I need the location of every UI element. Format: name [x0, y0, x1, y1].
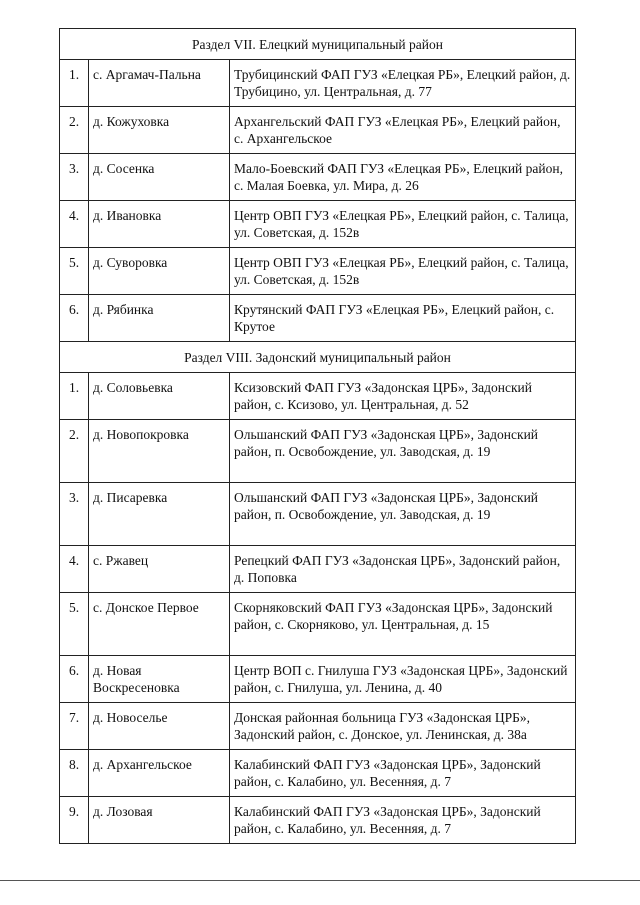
row-number: 2.	[60, 107, 89, 154]
settlement-cell: д. Ивановка	[89, 201, 230, 248]
table-row	[60, 483, 576, 546]
section-title: Раздел VII. Елецкий муниципальный район	[60, 29, 576, 60]
settlement-cell: с. Аргамач-Пальна	[89, 60, 230, 107]
section-header-row	[60, 29, 576, 60]
facility-cell: Центр ВОП с. Гнилуша ГУЗ «Задонская ЦРБ», Задонский район, с. Гнилуша, ул. Ленина, д. 40	[230, 656, 576, 703]
facility-cell: Донская районная больница ГУЗ «Задонская ЦРБ», Задонский район, с. Донское, ул. Ленинская, д. 38а	[230, 703, 576, 750]
settlement-cell: д. Рябинка	[89, 295, 230, 342]
settlement-cell: д. Новая Воскресеновка	[89, 656, 230, 703]
row-number: 1.	[60, 60, 89, 107]
table-row	[60, 201, 576, 248]
row-number: 9.	[60, 797, 89, 844]
facility-cell: Ольшанский ФАП ГУЗ «Задонская ЦРБ», Задонский район, п. Освобождение, ул. Заводская, д. 19	[230, 483, 576, 546]
row-number: 1.	[60, 373, 89, 420]
table-row	[60, 593, 576, 656]
table-row	[60, 248, 576, 295]
settlement-cell: с. Ржавец	[89, 546, 230, 593]
table-row	[60, 420, 576, 483]
facility-cell: Ксизовский ФАП ГУЗ «Задонская ЦРБ», Задонский район, с. Ксизово, ул. Центральная, д. 52	[230, 373, 576, 420]
facility-cell: Ольшанский ФАП ГУЗ «Задонская ЦРБ», Задонский район, п. Освобождение, ул. Заводская, д. 19	[230, 420, 576, 483]
facility-cell: Репецкий ФАП ГУЗ «Задонская ЦРБ», Задонский район, д. Поповка	[230, 546, 576, 593]
settlement-cell: д. Новоселье	[89, 703, 230, 750]
row-number: 5.	[60, 248, 89, 295]
facility-cell: Центр ОВП ГУЗ «Елецкая РБ», Елецкий район, с. Талица, ул. Советская, д. 152в	[230, 201, 576, 248]
table-row	[60, 107, 576, 154]
table-row	[60, 797, 576, 844]
table-row	[60, 703, 576, 750]
facility-cell: Калабинский ФАП ГУЗ «Задонская ЦРБ», Задонский район, с. Калабино, ул. Весенняя, д. 7	[230, 750, 576, 797]
row-number: 5.	[60, 593, 89, 656]
row-number: 4.	[60, 201, 89, 248]
table-row	[60, 656, 576, 703]
table-row	[60, 295, 576, 342]
row-number: 3.	[60, 154, 89, 201]
facility-cell: Калабинский ФАП ГУЗ «Задонская ЦРБ», Задонский район, с. Калабино, ул. Весенняя, д. 7	[230, 797, 576, 844]
page-bottom-rule	[0, 880, 640, 881]
settlement-cell: д. Сосенка	[89, 154, 230, 201]
settlements-table	[59, 28, 576, 844]
settlement-cell: д. Новопокровка	[89, 420, 230, 483]
row-number: 8.	[60, 750, 89, 797]
row-number: 6.	[60, 295, 89, 342]
settlement-cell: д. Кожуховка	[89, 107, 230, 154]
section-title: Раздел VIII. Задонский муниципальный район	[60, 342, 576, 373]
settlement-cell: д. Соловьевка	[89, 373, 230, 420]
facility-cell: Крутянский ФАП ГУЗ «Елецкая РБ», Елецкий район, с. Крутое	[230, 295, 576, 342]
table-row	[60, 750, 576, 797]
settlement-cell: д. Писаревка	[89, 483, 230, 546]
facility-cell: Мало-Боевский ФАП ГУЗ «Елецкая РБ», Елецкий район, с. Малая Боевка, ул. Мира, д. 26	[230, 154, 576, 201]
row-number: 6.	[60, 656, 89, 703]
facility-cell: Трубицинский ФАП ГУЗ «Елецкая РБ», Елецкий район, д. Трубицино, ул. Центральная, д. 77	[230, 60, 576, 107]
table-row	[60, 60, 576, 107]
settlement-cell: д. Суворовка	[89, 248, 230, 295]
table-row	[60, 546, 576, 593]
settlement-cell: д. Лозовая	[89, 797, 230, 844]
facility-cell: Скорняковский ФАП ГУЗ «Задонская ЦРБ», Задонский район, с. Скорняково, ул. Центральная, д. 15	[230, 593, 576, 656]
facility-cell: Архангельский ФАП ГУЗ «Елецкая РБ», Елецкий район, с. Архангельское	[230, 107, 576, 154]
facility-cell: Центр ОВП ГУЗ «Елецкая РБ», Елецкий район, с. Талица, ул. Советская, д. 152в	[230, 248, 576, 295]
row-number: 7.	[60, 703, 89, 750]
settlement-cell: с. Донское Первое	[89, 593, 230, 656]
row-number: 3.	[60, 483, 89, 546]
table-row	[60, 373, 576, 420]
table-row	[60, 154, 576, 201]
settlement-cell: д. Архангельское	[89, 750, 230, 797]
row-number: 2.	[60, 420, 89, 483]
section-header-row	[60, 342, 576, 373]
row-number: 4.	[60, 546, 89, 593]
